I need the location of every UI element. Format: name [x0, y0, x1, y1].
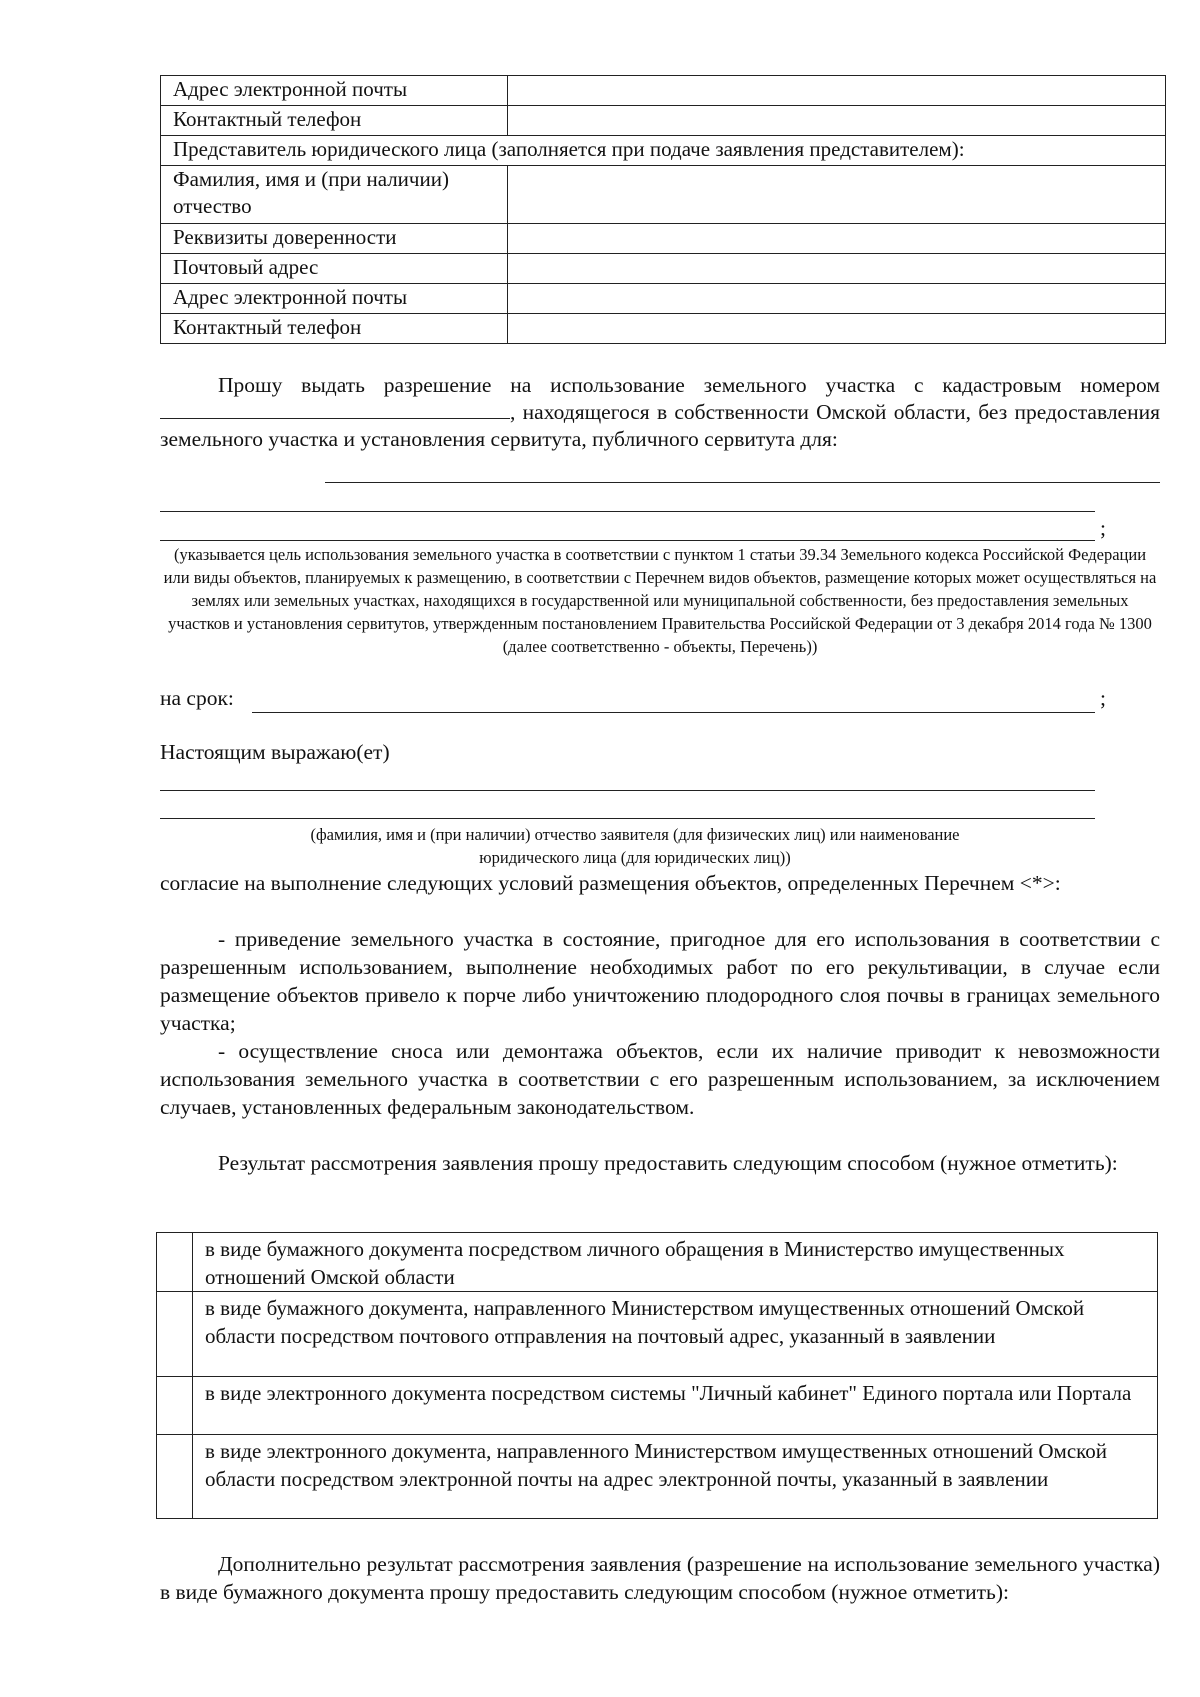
consent-item-1: - приведение земельного участка в состояние, пригодное для его использования в соответствии с разрешенным использованием, выполнение необходимых работ по его рекультивации, в случае если размещение объектов привело к порче либо уничтожению плодородного слоя почвы в границах земельного участка; [160, 927, 1160, 1035]
table-row [157, 1233, 1158, 1292]
table-row [161, 106, 1166, 136]
row-value-field[interactable] [508, 76, 1166, 106]
applicant-name-line[interactable] [160, 818, 1095, 819]
row-value-field[interactable] [508, 284, 1166, 314]
cadastral-number-field[interactable] [160, 400, 510, 419]
additional-text: Дополнительно результат рассмотрения заявления (разрешение на использование земельного участка) в виде бумажного документа прошу предоставить следующим способом (нужное отметить): [160, 1552, 1160, 1604]
consent-text: согласие на выполнение следующих условий размещения объектов, определенных Перечнем <*>: [160, 871, 1061, 895]
consent-item-2: - осуществление сноса или демонтажа объектов, если их наличие приводит к невозможности использования земельного участка в соответствии с его разрешенным использованием, за исключением случаев, установленных федеральным законодательством. [160, 1039, 1160, 1119]
option-checkbox[interactable] [157, 1377, 193, 1435]
row-label: Фамилия, имя и (при наличии) отчество [161, 166, 508, 224]
row-label: Почтовый адрес [161, 254, 508, 284]
purpose-field-line[interactable] [160, 511, 1095, 512]
table-row [161, 166, 1166, 224]
purpose-field-line[interactable] [160, 540, 1095, 541]
option-text: в виде электронного документа, направленного Министерством имущественных отношений Омской области посредством электронной почты на адрес электронной почты, указанный в заявлении [193, 1435, 1158, 1519]
table-row [161, 76, 1166, 106]
purpose-note: (указывается цель использования земельного участка в соответствии с пунктом 1 статьи 39.34 Земельного кодекса Российской Федерации или виды объектов, планируемых к размещению, в соответствии с Перечнем видов объектов, размещение которых может осуществляться на землях или земельных участках, находящихся в государственной или муниципальной собственности, без предоставления земельных участков и установления сервитутов, утвержденным постановлением Правительства Российской Федерации от 3 декабря 2014 года № 1300 (далее соответственно - объекты, Перечень)) [163, 545, 1157, 656]
purpose-field-line[interactable] [325, 482, 1160, 483]
table-row [157, 1377, 1158, 1435]
option-text: в виде бумажного документа посредством личного обращения в Министерство имущественных отношений Омской области [193, 1233, 1158, 1292]
result-method-text: Результат рассмотрения заявления прошу предоставить следующим способом (нужное отметить): [218, 1151, 1118, 1175]
semicolon: ; [1100, 686, 1106, 710]
row-label: Адрес электронной почты [161, 284, 508, 314]
row-value-field[interactable] [508, 224, 1166, 254]
applicant-note: (фамилия, имя и (при наличии) отчество заявителя (для физических лиц) или наименование юридического лица (для юридических лиц)) [310, 825, 960, 867]
row-label: Адрес электронной почты [161, 76, 508, 106]
consent-intro: Настоящим выражаю(ет) [160, 740, 390, 764]
option-text: в виде электронного документа посредством системы "Личный кабинет" Единого портала или Портала [193, 1377, 1158, 1435]
option-checkbox[interactable] [157, 1233, 193, 1292]
option-text: в виде бумажного документа, направленного Министерством имущественных отношений Омской области посредством почтового отправления на почтовый адрес, указанный в заявлении [193, 1292, 1158, 1377]
row-value-field[interactable] [508, 254, 1166, 284]
delivery-options-table [156, 1232, 1158, 1519]
table-row [157, 1292, 1158, 1377]
section-header: Представитель юридического лица (заполняется при подаче заявления представителем): [161, 136, 1166, 166]
term-field-line[interactable] [252, 712, 1095, 713]
table-row [161, 314, 1166, 344]
option-checkbox[interactable] [157, 1435, 193, 1519]
option-checkbox[interactable] [157, 1292, 193, 1377]
row-value-field[interactable] [508, 314, 1166, 344]
representative-table [160, 75, 1166, 344]
request-text-cont: , находящегося в собственности Омской области, без предоставления земельного участка и установления сервитута, публичного сервитута для: [160, 400, 1160, 451]
term-label: на срок: [160, 686, 234, 710]
request-paragraph [160, 372, 1160, 453]
semicolon: ; [1100, 516, 1106, 540]
request-text: Прошу выдать разрешение на использование земельного участка с кадастровым номером [218, 373, 1160, 397]
table-row [161, 224, 1166, 254]
table-row [161, 136, 1166, 166]
table-row [161, 254, 1166, 284]
row-label: Реквизиты доверенности [161, 224, 508, 254]
table-row [157, 1435, 1158, 1519]
row-value-field[interactable] [508, 106, 1166, 136]
row-label: Контактный телефон [161, 106, 508, 136]
applicant-name-line[interactable] [160, 790, 1095, 791]
row-value-field[interactable] [508, 166, 1166, 224]
table-row [161, 284, 1166, 314]
row-label: Контактный телефон [161, 314, 508, 344]
